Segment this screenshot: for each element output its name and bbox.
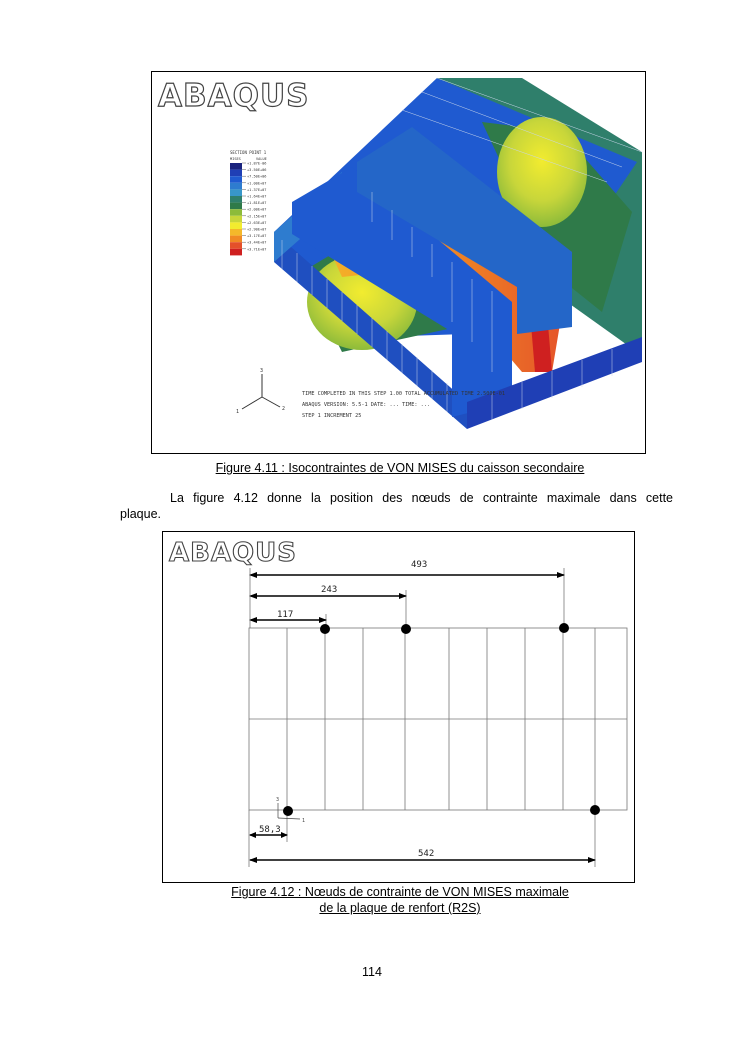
node-243 bbox=[401, 624, 411, 634]
legend-col-1: MISES bbox=[230, 157, 241, 161]
legend-value: +2.63E+07 bbox=[247, 220, 267, 225]
legend-swatch bbox=[230, 236, 242, 243]
figure-4-12-caption-line-2: de la plaque de renfort (R2S) bbox=[319, 901, 481, 915]
figure-4-11-caption: Figure 4.11 : Isocontraintes de VON MISES du caisson secondaire bbox=[215, 461, 585, 475]
axis-label-1: 1 bbox=[302, 818, 306, 824]
page-number: 114 bbox=[362, 965, 382, 979]
abaqus-logo: ABAQUS bbox=[158, 78, 310, 114]
stress-legend bbox=[230, 150, 267, 255]
node-542 bbox=[590, 805, 600, 815]
abaqus-logo: ABAQUS bbox=[169, 538, 298, 568]
legend-value: +2.15E+07 bbox=[247, 214, 267, 219]
legend-col-2: VALUE bbox=[256, 157, 267, 161]
legend-value: +2.00E+07 bbox=[247, 207, 267, 212]
legend-value: +1.37E+07 bbox=[247, 187, 267, 192]
legend-swatch bbox=[230, 222, 242, 229]
axis-label-3: 3 bbox=[260, 368, 264, 374]
legend-value: +3.50E+06 bbox=[247, 168, 267, 173]
info-line-3: STEP 1 INCREMENT 25 bbox=[302, 413, 362, 419]
figure-4-12-caption-line-1: Figure 4.12 : Nœuds de contrainte de VON MISES maximale bbox=[231, 885, 569, 899]
axis-label-1: 1 bbox=[236, 409, 240, 415]
legend-swatch bbox=[230, 176, 242, 183]
extension-lines bbox=[249, 568, 595, 867]
dim-58-3: 58,3 bbox=[259, 825, 281, 835]
node-493 bbox=[559, 623, 569, 633]
paragraph-line-1: La figure 4.12 donne la position des nœuds de contrainte maximale dans cette bbox=[170, 491, 673, 505]
node-position-drawing bbox=[163, 532, 633, 881]
paragraph-line-2: plaque. bbox=[120, 507, 162, 521]
legend-swatch bbox=[230, 203, 242, 210]
dim-493: 493 bbox=[411, 560, 428, 570]
legend-value: +2.90E+07 bbox=[247, 227, 267, 232]
plate-mesh bbox=[249, 628, 627, 810]
dim-117: 117 bbox=[277, 610, 294, 620]
info-line-2: ABAQUS VERSION: 5.5-1 DATE: ... TIME: ... bbox=[302, 402, 431, 408]
legend-value: +3.71E+07 bbox=[247, 247, 267, 252]
legend-swatch bbox=[230, 183, 242, 190]
legend-value: +3.44E+07 bbox=[247, 240, 267, 245]
legend-swatch bbox=[230, 242, 242, 249]
axis-label-3: 3 bbox=[276, 797, 280, 803]
legend-swatch bbox=[230, 189, 242, 196]
node-117 bbox=[320, 624, 330, 634]
body-paragraph bbox=[120, 490, 673, 522]
legend-swatch bbox=[230, 216, 242, 223]
figure-4-11 bbox=[151, 71, 646, 454]
legend-swatch bbox=[230, 170, 242, 177]
max-stress-nodes bbox=[283, 623, 600, 816]
node-58-3 bbox=[283, 806, 293, 816]
legend-swatch bbox=[230, 196, 242, 203]
legend-value: +3.17E+07 bbox=[247, 234, 267, 239]
legend-value: +7.50E+06 bbox=[247, 174, 267, 179]
axis-triad bbox=[242, 374, 280, 409]
legend-value: +1.00E+07 bbox=[247, 181, 267, 186]
legend-header: SECTION POINT 1 bbox=[230, 150, 267, 155]
legend-swatch bbox=[230, 209, 242, 216]
dim-243: 243 bbox=[321, 585, 338, 595]
legend-swatch bbox=[230, 249, 242, 256]
info-line-1: TIME COMPLETED IN THIS STEP 1.00 TOTAL ACCUMULATED TIME 2.500E-01 bbox=[302, 391, 506, 397]
legend-swatch bbox=[230, 163, 242, 170]
axis-label-2: 2 bbox=[282, 406, 286, 412]
legend-swatch bbox=[230, 229, 242, 236]
figure-4-12 bbox=[162, 531, 635, 883]
legend-value: +1.64E+07 bbox=[247, 194, 267, 199]
legend-value: +1.87E-06 bbox=[247, 161, 267, 166]
dim-542: 542 bbox=[418, 849, 435, 859]
legend-value: +1.81E+07 bbox=[247, 201, 267, 206]
stress-contour-plot bbox=[152, 72, 644, 452]
